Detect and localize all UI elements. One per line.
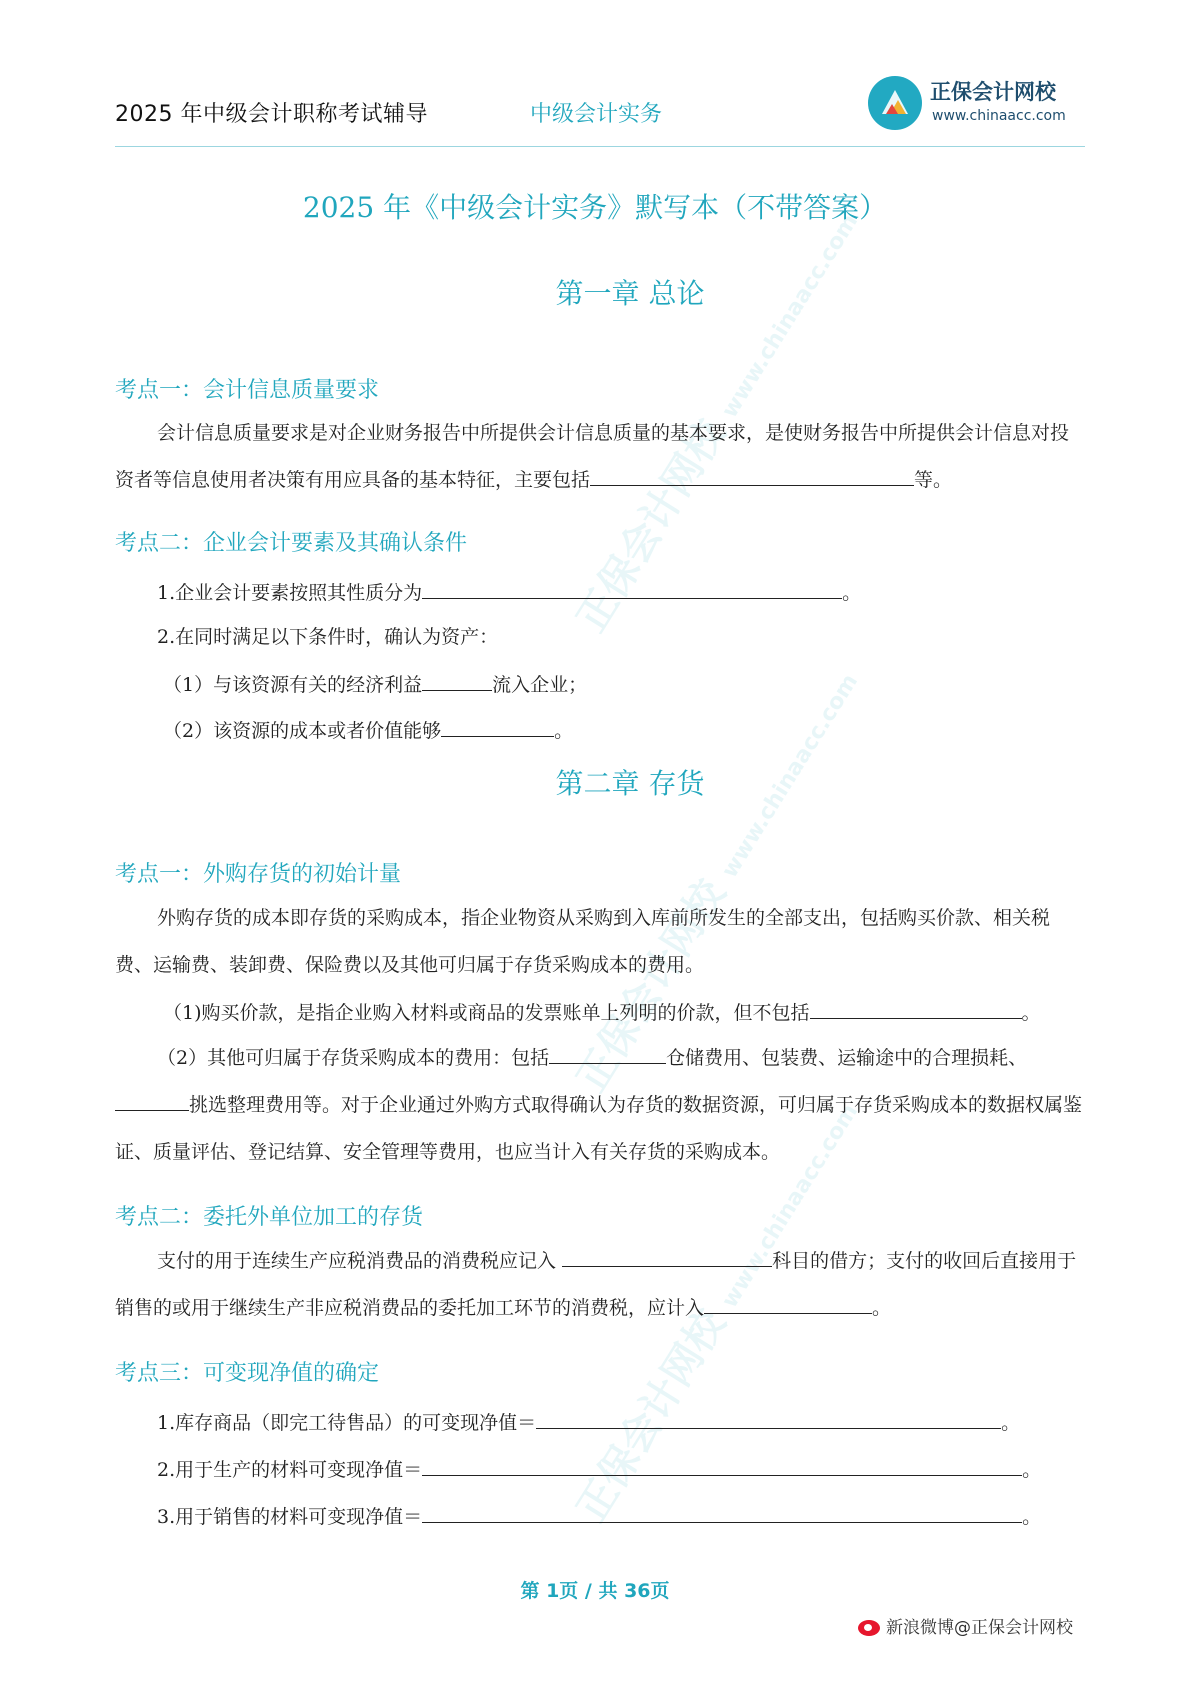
list-item: 2.在同时满足以下条件时，确认为资产： [157, 626, 499, 648]
fill-blank[interactable] [422, 1500, 1022, 1523]
logo-name: 正保会计网校 [930, 80, 1056, 104]
watermark: 正保会计网校 www.chinaacc.com [568, 1099, 864, 1530]
fill-blank[interactable] [704, 1291, 872, 1314]
watermark: 正保会计网校 www.chinaacc.com [568, 669, 864, 1100]
section-heading: 考点二：委托外单位加工的存货 [115, 1205, 424, 1230]
section-heading: 考点二：企业会计要素及其确认条件 [115, 531, 468, 556]
document-title: 2025 年《中级会计实务》默写本（不带答案） [302, 191, 888, 224]
fill-blank[interactable] [422, 668, 492, 691]
fill-blank[interactable] [562, 1244, 772, 1267]
header-title: 2025 年中级会计职称考试辅导 [115, 102, 428, 127]
list-item: （1）与该资源有关的经济利益 流入企业； [163, 668, 1190, 697]
weibo-icon [858, 1620, 880, 1636]
fill-blank[interactable] [422, 1453, 1022, 1476]
fill-blank[interactable] [536, 1406, 1001, 1429]
page-number: 第 1页 / 共 36页 [520, 1580, 670, 1602]
logo-url: www.chinaacc.com [932, 108, 1066, 124]
paragraph: 支付的用于连续生产应税消费品的消费税应记入 科目的借方；支付的收回后直接用于销售的或用于继续生产非应税消费品的委托加工环节的消费税，应计入 。 [115, 1238, 1085, 1332]
header-subject: 中级会计实务 [530, 102, 663, 127]
paragraph: （2）其他可归属于存货采购成本的费用：包括 仓储费用、包装费、运输途中的合理损耗、挑选整理费用等。对于企业通过外购方式取得确认为存货的数据资源，可归属于存货采购成本的数据权属鉴证、质量评估、登记结算、安全管理等费用，也应当计入有关存货的采购成本。 [115, 1035, 1085, 1176]
section-heading: 考点一：会计信息质量要求 [115, 378, 380, 403]
list-item: （2）该资源的成本或者价值能够 。 [163, 714, 1190, 743]
list-item: 1.企业会计要素按照其性质分为 。 [157, 576, 1190, 605]
chapter-title: 第二章 存货 [555, 767, 705, 800]
fill-blank[interactable] [549, 1041, 666, 1064]
fill-blank[interactable] [441, 714, 554, 737]
fill-blank[interactable] [422, 576, 842, 599]
fill-blank[interactable] [810, 996, 1022, 1019]
brand-logo [868, 74, 1088, 134]
fill-blank[interactable] [590, 463, 914, 486]
paragraph: 会计信息质量要求是对企业财务报告中所提供会计信息质量的基本要求，是使财务报告中所提供会计信息对投资者等信息使用者决策有用应具备的基本特征，主要包括 等。 [115, 422, 1070, 491]
list-item: 3.用于销售的材料可变现净值＝ 。 [157, 1500, 1190, 1529]
watermark: 正保会计网校 www.chinaacc.com [568, 209, 864, 640]
paragraph: 外购存货的成本即存货的采购成本，指企业物资从采购到入库前所发生的全部支出，包括购买价款、相关税费、运输费、装卸费、保险费以及其他可归属于存货采购成本的费用。 [115, 907, 1051, 976]
section-heading: 考点三：可变现净值的确定 [115, 1361, 380, 1386]
logo-icon [868, 76, 922, 130]
list-item: 1.库存商品（即完工待售品）的可变现净值＝ 。 [157, 1406, 1190, 1435]
list-item: 2.用于生产的材料可变现净值＝ 。 [157, 1453, 1190, 1482]
weibo-credit: 新浪微博@正保会计网校 [858, 1613, 1073, 1638]
header-divider [115, 146, 1085, 147]
fill-blank[interactable] [115, 1088, 189, 1111]
paragraph: （1)购买价款，是指企业购入材料或商品的发票账单上列明的价款，但不包括 。 [163, 996, 1190, 1025]
chapter-title: 第一章 总论 [555, 277, 705, 310]
section-heading: 考点一：外购存货的初始计量 [115, 862, 402, 887]
